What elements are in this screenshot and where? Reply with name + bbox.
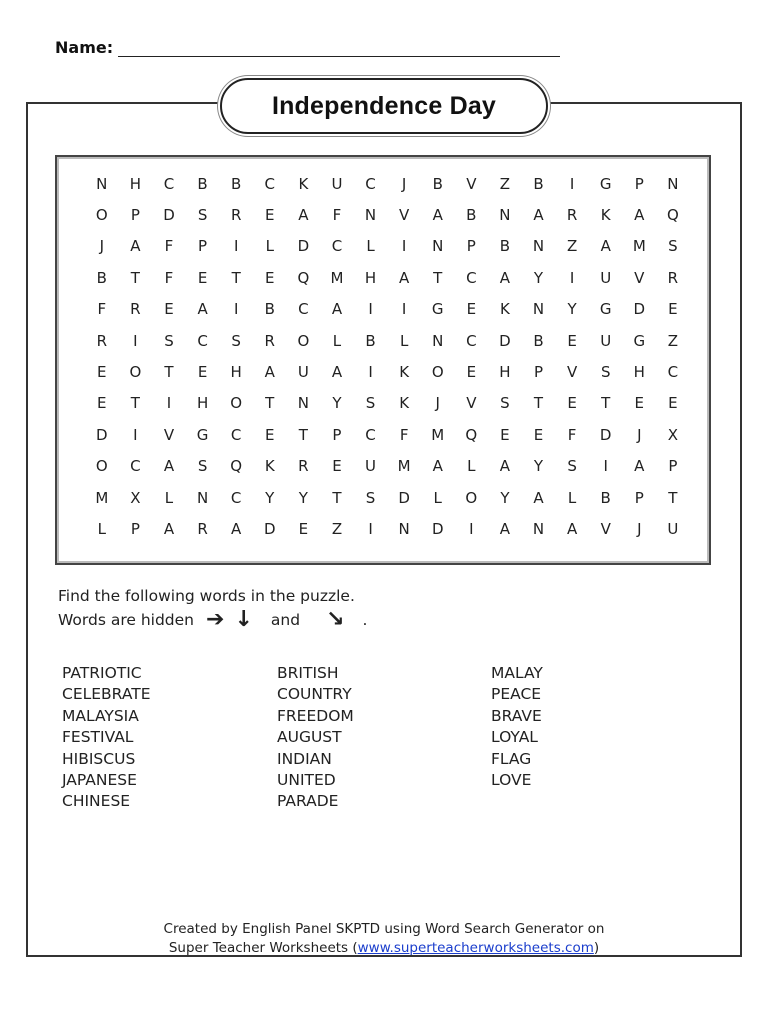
name-label: Name: (55, 38, 114, 57)
grid-letter: D (263, 519, 276, 538)
grid-letter: I (368, 300, 373, 319)
grid-letter: E (97, 394, 107, 413)
grid-letter: F (399, 425, 409, 444)
grid-letter: A (533, 206, 544, 225)
grid-letter: O (230, 394, 243, 413)
grid-letter: N (364, 206, 377, 225)
grid-letter: N (532, 519, 545, 538)
grid-letter: D (96, 425, 108, 444)
grid-letter: N (432, 331, 444, 350)
grid-letter: S (365, 488, 376, 507)
grid-letter: A (432, 206, 443, 225)
grid-letter: M (397, 457, 411, 476)
grid-letter: G (431, 300, 444, 319)
grid-letter: T (668, 488, 678, 507)
grid-letter: Y (265, 488, 275, 507)
grid-letter: J (99, 237, 105, 256)
word-list-item: FLAG (491, 749, 532, 768)
footer-suffix: ) (593, 940, 600, 956)
grid-letter: E (265, 268, 275, 287)
grid-letter: A (499, 268, 511, 287)
grid-letter: D (633, 300, 646, 319)
grid-letter: F (97, 300, 107, 319)
grid-letter: B (499, 237, 511, 256)
grid-letter: K (399, 394, 410, 413)
grid-letter: M (431, 425, 445, 444)
letter-grid (85, 168, 690, 545)
grid-letter: B (264, 300, 275, 319)
grid-letter: B (365, 331, 376, 350)
word-list-item: PATRIOTIC (62, 664, 142, 682)
word-list-item: JAPANESE (62, 771, 137, 790)
grid-letter: N (196, 488, 209, 507)
word-list-item: PARADE (277, 792, 339, 811)
grid-letter: I (469, 519, 474, 538)
grid-letter: E (533, 425, 544, 444)
footer-link[interactable]: www.superteacherworksheets.com (357, 940, 594, 956)
word-list-item: LOYAL (491, 728, 538, 747)
grid-letter: P (533, 363, 544, 382)
grid-letter: O (95, 457, 108, 476)
grid-letter: E (265, 425, 275, 444)
grid-letter: A (399, 268, 410, 287)
grid-letter: D (431, 519, 444, 538)
grid-letter: U (365, 457, 377, 476)
grid-letter: B (533, 331, 544, 350)
grid-letter: T (130, 394, 140, 413)
footer-credit-line-1: Created by English Panel SKPTD using Word Search Generator on (163, 921, 605, 937)
grid-letter: V (634, 268, 645, 287)
grid-letter: P (634, 174, 644, 193)
arrow-diagonal-icon: ↘ (326, 607, 345, 632)
grid-row (85, 199, 690, 230)
grid-letter: P (198, 237, 208, 256)
grid-letter: H (230, 363, 242, 382)
grid-letter: N (432, 237, 444, 256)
grid-letter: A (432, 457, 443, 476)
word-list-item: MALAY (491, 664, 543, 682)
grid-letter: T (298, 425, 308, 444)
word-list-item: CELEBRATE (62, 685, 151, 704)
grid-letter: O (465, 488, 478, 507)
grid-letter: N (667, 174, 679, 193)
word-list-item: FESTIVAL (62, 728, 134, 747)
grid-letter: E (97, 363, 107, 382)
grid-letter: L (399, 331, 409, 350)
grid-letter: C (130, 457, 141, 476)
grid-row (85, 419, 690, 450)
grid-letter: A (634, 457, 645, 476)
grid-letter: I (233, 300, 239, 319)
grid-letter: B (197, 174, 208, 193)
grid-letter: E (567, 394, 577, 413)
grid-letter: T (265, 394, 275, 413)
grid-letter: S (567, 457, 577, 476)
grid-letter: K (600, 206, 611, 225)
grid-letter: T (231, 268, 241, 287)
grid-letter: P (634, 488, 644, 507)
grid-letter: Y (332, 394, 342, 413)
word-list-item: MALAYSIA (62, 706, 139, 725)
grid-letter: R (566, 206, 578, 225)
grid-letter: A (331, 363, 343, 382)
word-list-item: COUNTRY (277, 685, 352, 704)
grid-letter: F (567, 425, 577, 444)
grid-letter: E (466, 300, 477, 319)
grid-letter: C (466, 331, 477, 350)
word-list-column-1 (62, 663, 150, 813)
grid-letter: B (96, 268, 107, 287)
grid-letter: R (96, 331, 108, 350)
grid-letter: U (297, 363, 309, 382)
grid-letter: M (330, 268, 344, 287)
grid-letter: K (264, 457, 275, 476)
grid-letter: D (163, 206, 175, 225)
word-list-item: BRITISH (277, 664, 339, 682)
grid-letter: E (197, 363, 208, 382)
grid-letter: S (231, 331, 241, 350)
grid-letter: E (332, 457, 342, 476)
grid-letter: C (331, 237, 343, 256)
grid-letter: E (265, 206, 275, 225)
instructions-line-2 (58, 609, 367, 631)
grid-letter: N (398, 519, 410, 538)
grid-letter: I (133, 425, 138, 444)
grid-letter: Z (331, 519, 343, 538)
grid-letter: B (231, 174, 242, 193)
footer-prefix: Super Teacher Worksheets ( (168, 940, 358, 956)
instructions-prefix: Words are hidden (58, 611, 195, 629)
grid-letter: M (632, 237, 646, 256)
grid-letter: I (569, 268, 575, 287)
grid-row (85, 325, 690, 356)
grid-row (85, 356, 690, 387)
grid-letter: E (197, 268, 208, 287)
grid-letter: C (163, 174, 175, 193)
grid-letter: T (332, 488, 342, 507)
grid-letter: I (603, 457, 608, 476)
word-list-item: LOVE (491, 771, 532, 790)
instructions-line-1: Find the following words in the puzzle. (58, 587, 355, 605)
arrow-right-icon: ➔ (206, 607, 225, 632)
grid-letter: P (130, 206, 140, 225)
grid-letter: D (398, 488, 410, 507)
grid-letter: O (297, 331, 310, 350)
grid-letter: Z (667, 331, 679, 350)
grid-letter: L (433, 488, 442, 507)
grid-letter: G (633, 331, 646, 350)
grid-row (85, 231, 690, 262)
grid-letter: D (499, 331, 511, 350)
grid-letter: O (431, 363, 444, 382)
grid-letter: H (633, 363, 645, 382)
grid-letter: G (196, 425, 209, 444)
grid-letter: B (533, 174, 544, 193)
grid-letter: H (196, 394, 209, 413)
grid-letter: J (637, 425, 642, 444)
grid-letter: A (163, 457, 175, 476)
grid-letter: J (401, 174, 407, 193)
grid-letter: Q (666, 206, 679, 225)
grid-letter: O (129, 363, 142, 382)
grid-letter: L (567, 488, 577, 507)
grid-letter: N (297, 394, 309, 413)
grid-letter: V (466, 174, 477, 193)
grid-letter: S (500, 394, 510, 413)
word-list-column-3 (491, 663, 543, 791)
grid-letter: L (265, 237, 274, 256)
word-list-item: FREEDOM (277, 706, 354, 725)
grid-letter: P (668, 457, 678, 476)
grid-letter: I (368, 363, 373, 382)
grid-letter: N (96, 174, 108, 193)
grid-letter: A (231, 519, 242, 538)
grid-letter: D (297, 237, 310, 256)
grid-letter: U (331, 174, 343, 193)
grid-letter: R (130, 300, 141, 319)
grid-letter: X (667, 425, 679, 444)
word-list-item: CHINESE (62, 792, 131, 811)
grid-letter: G (599, 300, 612, 319)
grid-letter: U (600, 268, 612, 287)
grid-letter: S (600, 363, 611, 382)
grid-letter: A (566, 519, 578, 538)
footer-credit-line-2 (0, 940, 768, 956)
grid-letter: S (164, 331, 174, 350)
instructions-period: . (362, 611, 368, 629)
grid-letter: E (466, 363, 477, 382)
grid-letter: A (197, 300, 208, 319)
grid-letter: K (399, 363, 410, 382)
grid-row (85, 388, 690, 419)
grid-letter: H (499, 363, 511, 382)
word-list-item: UNITED (277, 771, 336, 790)
grid-letter: S (365, 394, 376, 413)
grid-letter: A (634, 206, 645, 225)
grid-row (85, 262, 690, 293)
grid-letter: D (599, 425, 612, 444)
grid-letter: B (432, 174, 443, 193)
word-list-item: PEACE (491, 685, 542, 704)
and-text: and (270, 611, 301, 629)
grid-letter: R (667, 268, 679, 287)
grid-letter: L (97, 519, 106, 538)
grid-letter: E (567, 331, 577, 350)
grid-row (85, 294, 690, 325)
grid-letter: H (364, 268, 377, 287)
grid-letter: F (332, 206, 342, 225)
grid-letter: S (197, 206, 208, 225)
grid-letter: C (197, 331, 208, 350)
grid-letter: E (500, 425, 510, 444)
grid-letter: C (365, 425, 376, 444)
grid-letter: M (95, 488, 109, 507)
grid-letter: P (466, 237, 476, 256)
grid-letter: T (601, 394, 611, 413)
grid-letter: C (298, 300, 309, 319)
word-list-item: INDIAN (277, 749, 332, 768)
grid-letter: L (467, 457, 476, 476)
grid-row (85, 513, 690, 544)
grid-letter: X (130, 488, 141, 507)
grid-letter: E (164, 300, 174, 319)
grid-letter: S (668, 237, 678, 256)
grid-letter: C (230, 488, 242, 507)
grid-letter: R (197, 519, 208, 538)
grid-letter: E (634, 394, 645, 413)
grid-letter: S (197, 457, 208, 476)
grid-letter: V (163, 425, 175, 444)
grid-letter: T (533, 394, 544, 413)
grid-letter: G (599, 174, 612, 193)
grid-letter: A (264, 363, 275, 382)
grid-letter: I (133, 331, 138, 350)
grid-letter: Z (566, 237, 578, 256)
grid-letter: V (600, 519, 611, 538)
grid-letter: C (466, 268, 477, 287)
grid-letter: C (667, 363, 679, 382)
grid-letter: N (532, 237, 545, 256)
grid-letter: I (233, 237, 239, 256)
grid-letter: F (164, 237, 174, 256)
grid-letter: A (163, 519, 175, 538)
grid-letter: Y (500, 488, 510, 507)
grid-letter: L (332, 331, 342, 350)
grid-letter: E (298, 519, 309, 538)
word-list-column-2 (277, 663, 354, 813)
grid-letter: L (366, 237, 375, 256)
grid-letter: I (401, 237, 407, 256)
grid-letter: P (130, 519, 140, 538)
grid-letter: C (264, 174, 275, 193)
worksheet-title: Independence Day (220, 78, 548, 134)
grid-letter: R (298, 457, 309, 476)
grid-letter: I (368, 519, 373, 538)
grid-letter: C (365, 174, 376, 193)
grid-letter: A (499, 519, 511, 538)
grid-letter: F (164, 268, 174, 287)
grid-letter: E (668, 300, 678, 319)
grid-letter: A (130, 237, 141, 256)
grid-letter: U (600, 331, 612, 350)
grid-letter: Q (465, 425, 478, 444)
grid-letter: K (298, 174, 309, 193)
grid-letter: A (600, 237, 611, 256)
name-line[interactable] (118, 56, 560, 57)
grid-letter: B (600, 488, 611, 507)
grid-letter: J (435, 394, 440, 413)
grid-row (85, 168, 690, 199)
word-list-item: BRAVE (491, 706, 542, 725)
grid-letter: B (466, 206, 477, 225)
grid-letter: Y (567, 300, 577, 319)
grid-letter: J (637, 519, 642, 538)
grid-letter: Y (298, 488, 308, 507)
grid-letter: A (533, 488, 544, 507)
grid-letter: L (164, 488, 174, 507)
grid-letter: V (566, 363, 578, 382)
grid-letter: N (532, 300, 545, 319)
grid-letter: A (298, 206, 309, 225)
grid-letter: K (500, 300, 510, 319)
grid-letter: Y (533, 457, 544, 476)
grid-letter: R (264, 331, 275, 350)
grid-letter: A (499, 457, 511, 476)
grid-letter: T (164, 363, 174, 382)
grid-letter: N (499, 206, 511, 225)
word-list-item: HIBISCUS (62, 749, 136, 768)
grid-letter: I (569, 174, 575, 193)
grid-letter: A (331, 300, 343, 319)
arrow-down-icon: ↓ (234, 607, 253, 632)
grid-letter: R (230, 206, 242, 225)
grid-letter: E (668, 394, 678, 413)
grid-row (85, 451, 690, 482)
grid-letter: Y (533, 268, 544, 287)
grid-letter: Q (230, 457, 243, 476)
grid-letter: T (130, 268, 140, 287)
grid-letter: O (95, 206, 108, 225)
grid-letter: V (399, 206, 410, 225)
grid-letter: I (401, 300, 407, 319)
grid-letter: H (129, 174, 142, 193)
grid-letter: P (332, 425, 342, 444)
grid-letter: Q (297, 268, 310, 287)
grid-letter: V (466, 394, 477, 413)
grid-letter: U (667, 519, 679, 538)
grid-letter: Z (499, 174, 511, 193)
word-list-item: AUGUST (277, 728, 342, 747)
grid-letter: I (166, 394, 172, 413)
grid-row (85, 482, 690, 513)
grid-letter: C (230, 425, 242, 444)
grid-letter: T (433, 268, 443, 287)
